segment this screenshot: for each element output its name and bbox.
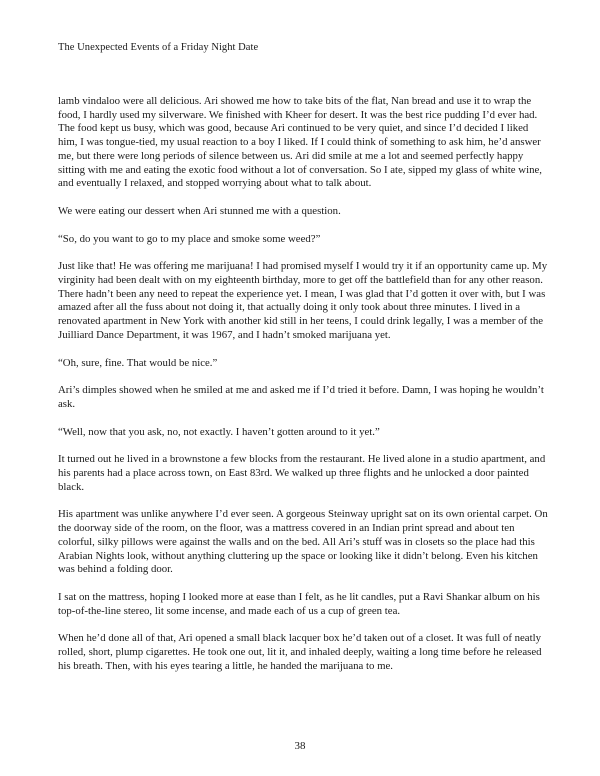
- page-number: 38: [294, 740, 306, 752]
- paragraph: Ari’s dimples showed when he smiled at me and asked me if I’d tried it before. Damn, I was hoping he wouldn’t ask.: [58, 384, 544, 410]
- paragraph: lamb vindaloo were all delicious. Ari showed me how to take bits of the flat, Nan bread and use it to wrap the food, I hardly used my silverware. We finished with Kheer for desert. It was the best rice pudding I’d ever had. The food kept us busy, which was good, because Ari continued to be very quiet, and since I’d decided I liked him, I was tongue-tied, my usual reaction to a boy I liked. If I could think of something to ask him, he’d answer me, but there were long periods of silence between us. Ari did smile at me a lot and seemed perfectly happy sitting with me and eating the exotic food without a lot of conversation. So I ate, sipped my glass of white wine, and eventually I relaxed, and stopped worrying about what to talk about.: [58, 95, 542, 190]
- paragraph: His apartment was unlike anywhere I’d ever seen. A gorgeous Steinway upright sat on its own oriental carpet. On the doorway side of the room, on the floor, was a mattress covered in an Indian print spread and about ten colorful, silky pillows were against the walls and on the bed. All Ari’s stuff was in closets so the place had this Arabian Nights look, without anything cluttering up the space or looking like it didn’t belong. Even his kitchen was behind a folding door.: [58, 508, 548, 576]
- paragraph: I sat on the mattress, hoping I looked more at ease than I felt, as he lit candles, put a Ravi Shankar album on his top-of-the-line stereo, lit some incense, and made each of us a cup of green tea.: [58, 590, 540, 617]
- running-header: The Unexpected Events of a Friday Night Date: [58, 42, 259, 53]
- paragraph: When he’d done all of that, Ari opened a small black lacquer box he’d taken out of a closet. It was full of neatly rolled, short, plump cigarettes. He took one out, lit it, and inhaled deeply, waiting a long time before he released his breath. Then, with his eyes tearing a little, he handed the marijuana to me.: [58, 632, 542, 672]
- paragraph: Just like that! He was offering me marijuana! I had promised myself I would try it if an opportunity came up. My virginity had been dealt with on my eighteenth birthday, more to get off the battlefield than for any other reason. There hadn’t been any need to repeat the experience yet. I mean, I was glad that I’d gotten it over with, but I was amazed after all the fuss about not doing it, that actually doing it only took about three minutes. I lived in a renovated apartment in New York with another kid still in her teens, I could drink legally, I was a member of the Juilliard Dance Department, it was 1967, and I hadn’t smoked marijuana yet.: [58, 260, 548, 341]
- paragraph: “Oh, sure, fine. That would be nice.”: [58, 356, 218, 369]
- paragraph: It turned out he lived in a brownstone a few blocks from the restaurant. He lived alone in a studio apartment, and his parents had a place across town, on East 83rd. We walked up three flights and he unlocked a door painted black.: [58, 453, 546, 493]
- paragraph: We were eating our dessert when Ari stunned me with a question.: [58, 204, 341, 217]
- paragraph: “Well, now that you ask, no, not exactly. I haven’t gotten around to it yet.”: [58, 425, 380, 438]
- body-text: [58, 95, 548, 688]
- paragraph: “So, do you want to go to my place and smoke some weed?”: [58, 232, 321, 245]
